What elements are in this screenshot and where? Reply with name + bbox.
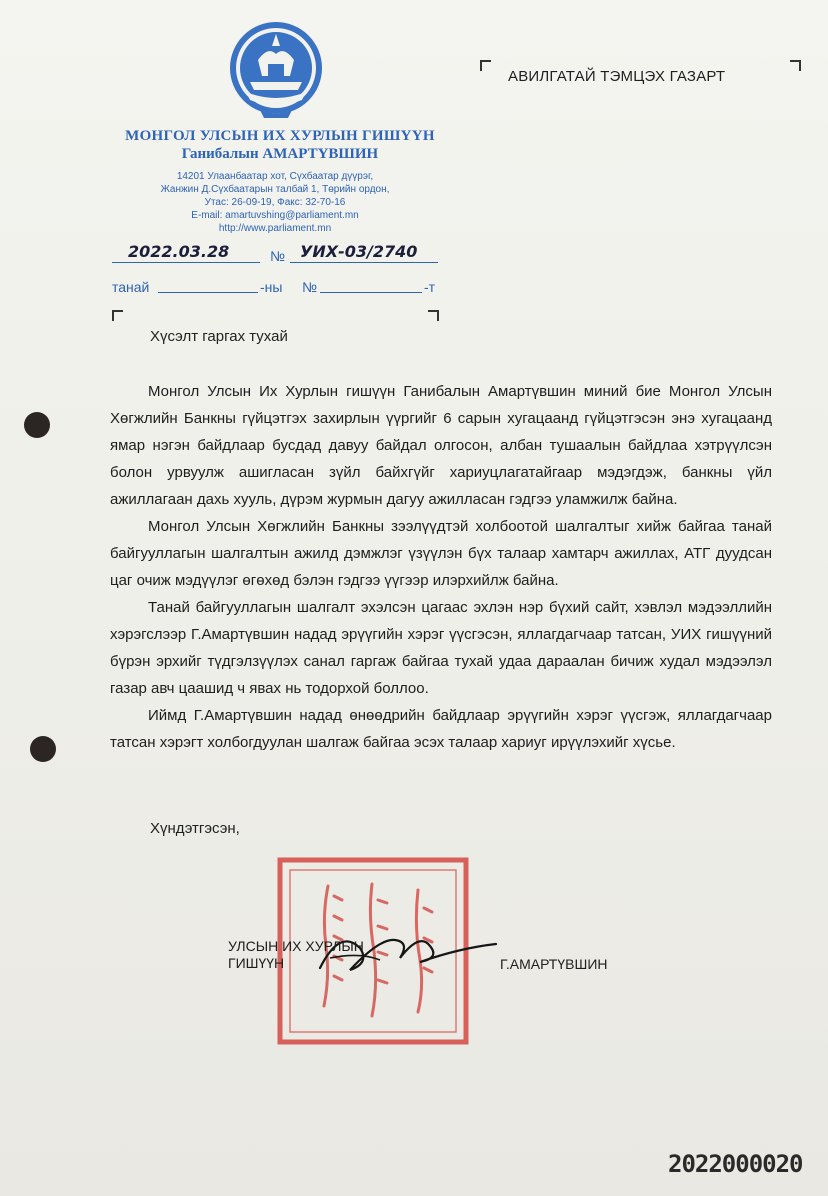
website-line: http://www.parliament.mn: [218, 223, 332, 234]
letter-date: 2022.03.28: [128, 242, 230, 261]
serial-number: 2022000020: [668, 1150, 803, 1178]
recipient-corner-left: [480, 60, 491, 71]
body-paragraph: Монгол Улсын Их Хурлын гишүүн Ганибалын Амартүвшин миний бие Монгол Улсын Хөгжлийн Банкны гүйцэтгэх захирлын үүргийг 6 сарын хугацаанд гүйцэтгэсэн энэ хугацаанд ямар нэгэн байдлаар бусдад давуу байдал олгосон, албан тушаалын байдлаа хэтрүүлсэн болон урвуулж ашигласан зүйл байхгүйг хариуцлагатайгаар мэдэгдэж, банкны үйл ажиллагаан дахь хууль, дүрэм журмын дагуу ажилласан гэдгээ уламжилж байна.: [110, 383, 772, 508]
closing-salutation: Хүндэтгэсэн,: [150, 820, 240, 837]
letter-body: [110, 378, 772, 756]
date-underline: [112, 262, 260, 263]
phone-line: Утас: 26-09-19, Факс: 32-70-16: [204, 197, 346, 208]
signatory-title-line: ГИШҮҮН: [228, 955, 285, 971]
reply-suffix: -т: [424, 279, 436, 295]
letter-number: УИХ-03/2740: [300, 242, 418, 261]
subject-line: Хүсэлт гаргах тухай: [150, 328, 288, 345]
subject-corner-right: [428, 310, 439, 321]
punch-hole: [24, 412, 50, 438]
letterhead-organization: [90, 128, 470, 163]
reply-mid: -ны: [260, 279, 283, 295]
punch-hole: [30, 736, 56, 762]
number-sign: №: [270, 248, 286, 264]
recipient: АВИЛГАТАЙ ТЭМЦЭХ ГАЗАРТ: [508, 68, 726, 85]
member-name: Ганибалын АМАРТҮВШИН: [181, 146, 379, 162]
address-line: Жанжин Д.Сүхбаатарын талбай 1, Төрийн ордон,: [160, 184, 390, 195]
signatory-title: [228, 938, 364, 972]
number-underline: [290, 262, 438, 263]
recipient-corner-right: [790, 60, 801, 71]
reply-date-underline: [158, 292, 258, 293]
body-paragraph: Иймд Г.Амартүвшин надад өнөөдрийн байдлаар эрүүгийн хэрэг үүсгэж, яллагдагчаар татсан хэрэгт холбогдуулан шалгаж байгаа эсэх талаар хариуг ирүүлэхийг хүсье.: [110, 707, 772, 751]
signatory-title-line: УЛСЫН ИХ ХУРЛЫН: [228, 938, 364, 954]
reply-number-underline: [320, 292, 422, 293]
reply-number-sign: №: [302, 279, 318, 295]
body-paragraph: Танай байгууллагын шалгалт эхэлсэн цагаас эхлэн нэр бүхий сайт, хэвлэл мэдээллийн хэрэгслээр Г.Амартүвшин надад эрүүгийн хэрэг үүсгэсэн, яллагдагчаар татсан, УИХ гишүүний бүрэн эрхийг түдгэлзүүлэх санал гаргаж байгаа тухай удаа дараалан бичиж худал мэдээлэл газар авч цаашид ч явах нь тодорхой боллоо.: [110, 599, 772, 697]
organization-title: МОНГОЛ УЛСЫН ИХ ХУРЛЫН ГИШҮҮН: [125, 128, 435, 144]
body-paragraph: Монгол Улсын Хөгжлийн Банкны зээлүүдтэй холбоотой шалгалтыг хийж байгаа танай байгууллагын шалгалтын ажилд дэмжлэг үзүүлэн бүх талаар хамтарч ажиллах, АТГ дуудсан цаг очиж мэдүүлэг өгөхөд бэлэн гэдгээ үүгээр илэрхийлж байна.: [110, 518, 772, 589]
signatory-name: Г.АМАРТҮВШИН: [500, 956, 608, 972]
email-line: E-mail: amartuvshing@parliament.mn: [191, 210, 359, 221]
subject-corner-left: [112, 310, 123, 321]
letterhead-address: [110, 170, 440, 235]
address-line: 14201 Улаанбаатар хот, Сүхбаатар дүүрэг,: [176, 171, 374, 182]
reply-prefix: танай: [112, 279, 150, 295]
state-emblem-icon: [228, 20, 324, 122]
